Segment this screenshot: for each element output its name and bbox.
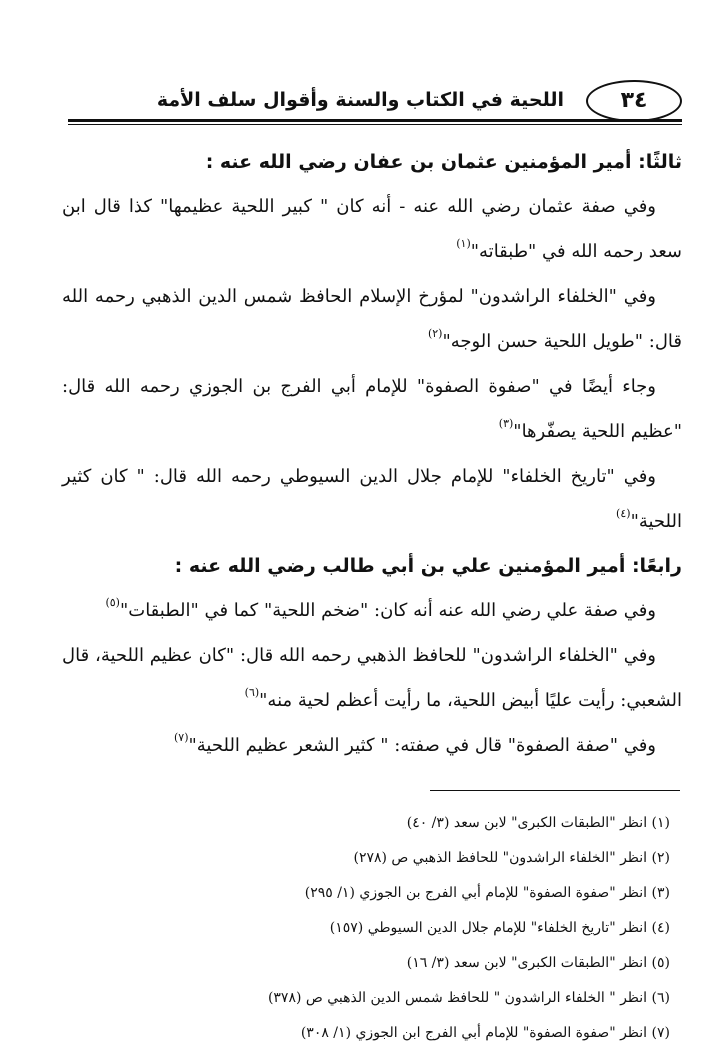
page-number: ٣٤ bbox=[586, 80, 682, 122]
paragraph-text: وجاء أيضًا في "صفوة الصفوة" للإمام أبي الفرج بن الجوزي رحمه الله قال: "عظيم اللحية يصفّرها" bbox=[62, 376, 682, 442]
paragraph-text: وفي "صفة الصفوة" قال في صفته: " كثير الشعر عظيم اللحية" bbox=[188, 735, 656, 756]
paragraph bbox=[62, 454, 682, 544]
page-header bbox=[62, 80, 682, 124]
paragraph bbox=[62, 274, 682, 364]
running-title: اللحية في الكتاب والسنة وأقوال سلف الأمة bbox=[156, 89, 564, 111]
footnote-ref: (٤) bbox=[616, 507, 631, 520]
paragraph-text: وفي "الخلفاء الراشدون" للحافظ الذهبي رحمه الله قال: "كان عظيم اللحية، قال الشعبي: رأيت عليًا أبيض اللحية، ما رأيت أعظم لحية منه" bbox=[62, 645, 682, 711]
footnote-ref: (١) bbox=[456, 237, 471, 250]
footnote: (٥) انظر "الطبقات الكبرى" لابن سعد (٣/ ١٦) bbox=[406, 955, 670, 971]
paragraph bbox=[62, 364, 682, 454]
footnotes bbox=[62, 806, 682, 1051]
section-heading-fourth: رابعًا: أمير المؤمنين علي بن أبي طالب رضي الله عنه : bbox=[174, 555, 682, 577]
footnote: (٤) انظر "تاريخ الخلفاء" للإمام جلال الدين السيوطي (١٥٧) bbox=[329, 920, 670, 936]
footnote-ref: (٧) bbox=[173, 731, 189, 744]
footnote: (٣) انظر "صفوة الصفوة" للإمام أبي الفرج بن الجوزي (١/ ٢٩٥) bbox=[304, 885, 670, 901]
header-rule-thick bbox=[68, 119, 682, 122]
paragraph bbox=[62, 633, 682, 723]
paragraph-text: وفي صفة عثمان رضي الله عنه - أنه كان " كبير اللحية عظيمها" كذا قال ابن سعد رحمه الله في "طبقاته" bbox=[62, 196, 682, 262]
main-text bbox=[62, 140, 682, 768]
footnote: (٦) انظر " الخلفاء الراشدون " للحافظ شمس الدين الذهبي ص (٣٧٨) bbox=[267, 990, 670, 1006]
footnote-ref: (٢) bbox=[427, 327, 443, 340]
paragraph-text: وفي صفة علي رضي الله عنه أنه كان: "ضخم اللحية" كما في "الطبقات" bbox=[119, 600, 656, 621]
footnote: (٢) انظر "الخلفاء الراشدون" للحافظ الذهبي ص (٢٧٨) bbox=[353, 850, 670, 866]
header-rule-thin bbox=[68, 124, 682, 125]
footnote-ref: (٣) bbox=[498, 417, 514, 430]
footnote: (٧) انظر "صفوة الصفوة" للإمام أبي الفرج ابن الجوزي (١/ ٣٠٨) bbox=[300, 1025, 670, 1041]
footnote-separator bbox=[430, 790, 680, 791]
section-heading-third: ثالثًا: أمير المؤمنين عثمان بن عفان رضي الله عنه : bbox=[205, 151, 682, 173]
paragraph bbox=[62, 588, 682, 633]
paragraph bbox=[62, 723, 682, 768]
paragraph-text: وفي "الخلفاء الراشدون" لمؤرخ الإسلام الحافظ شمس الدين الذهبي رحمه الله قال: "طويل اللحية حسن الوجه" bbox=[62, 286, 682, 352]
footnote-ref: (٥) bbox=[105, 596, 120, 609]
footnote: (١) انظر "الطبقات الكبرى" لابن سعد (٣/ ٤٠) bbox=[406, 815, 670, 831]
footnote-ref: (٦) bbox=[244, 686, 260, 699]
paragraph bbox=[62, 184, 682, 274]
paragraph-text: وفي "تاريخ الخلفاء" للإمام جلال الدين السيوطي رحمه الله قال: " كان كثير اللحية" bbox=[62, 466, 682, 532]
